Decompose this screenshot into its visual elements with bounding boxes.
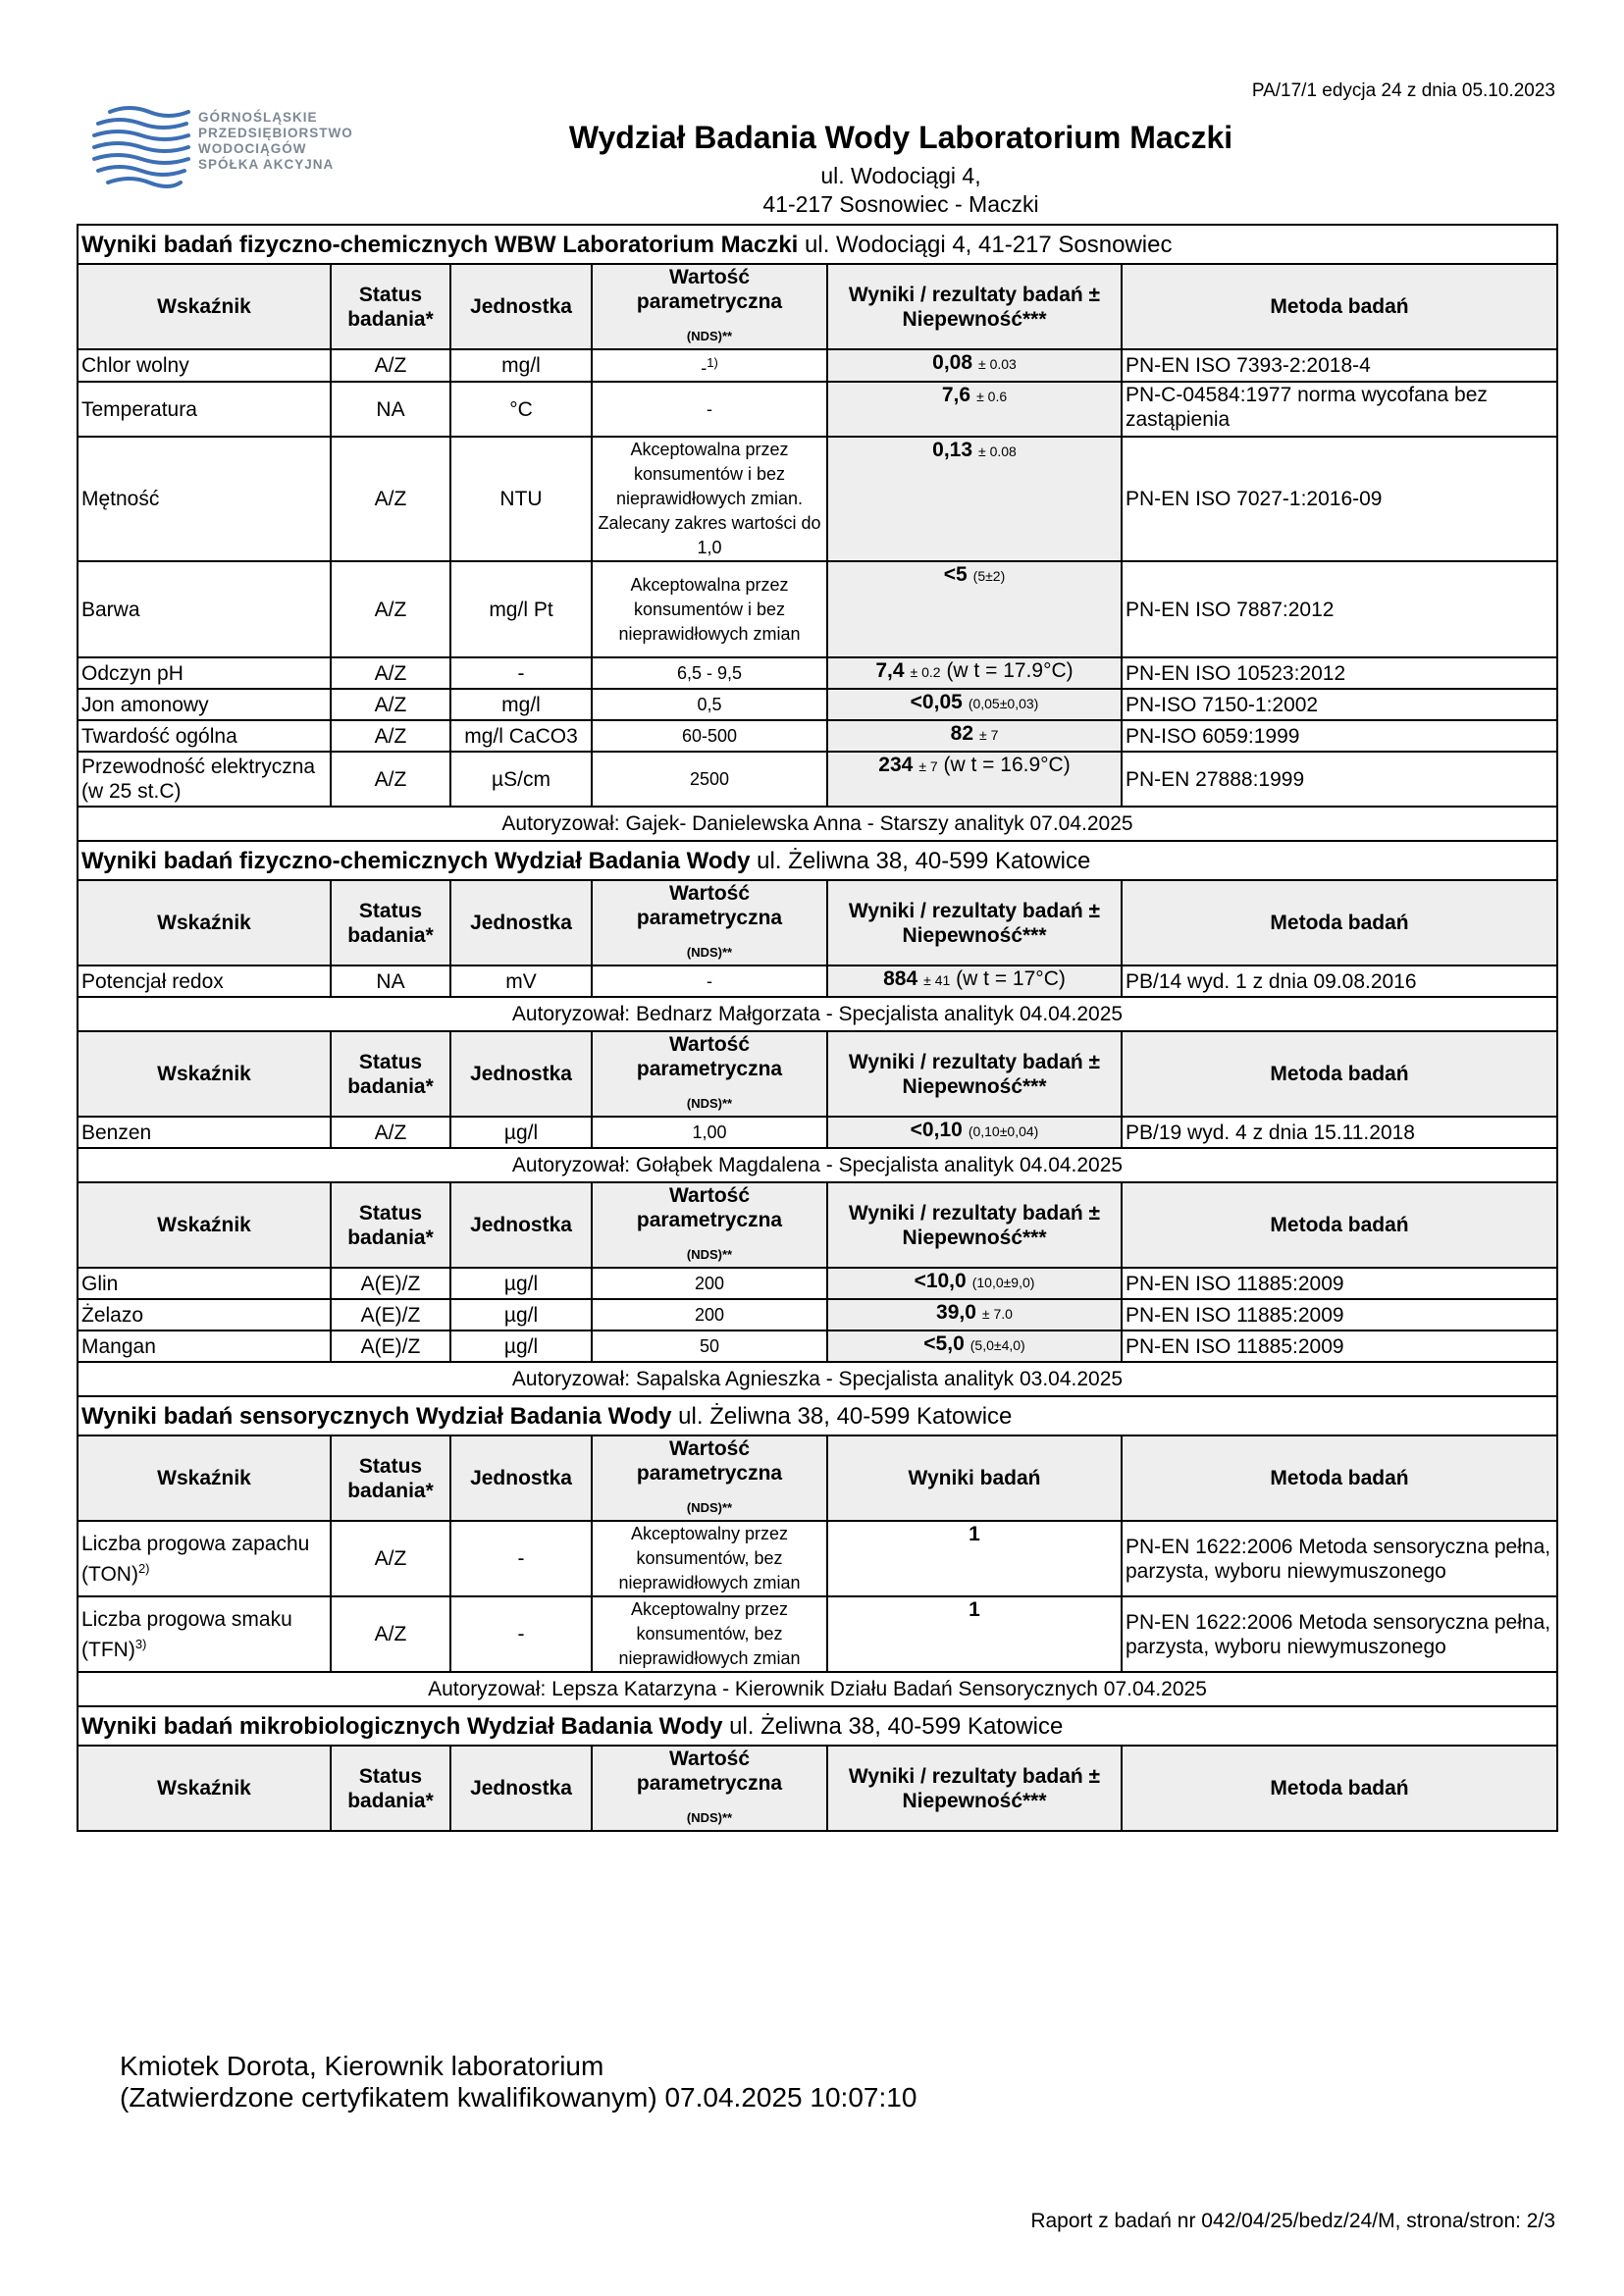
table-row [78, 1331, 1557, 1362]
cell-metoda: PN-ISO 7150-1:2002 [1122, 689, 1557, 720]
header-metoda: Metoda badań [1122, 1182, 1557, 1268]
cell-jednostka: mV [450, 965, 592, 997]
table-row [78, 1268, 1557, 1299]
table-header-row [78, 1746, 1557, 1831]
header-wskaznik: Wskaźnik [78, 1746, 331, 1831]
section-title: Wyniki badań fizyczno-chemicznych Wydział Badania Wody ul. Żeliwna 38, 40-599 Katowice [78, 841, 1557, 880]
lab-title: Wydział Badania Wody Laboratorium Maczki [568, 120, 1233, 155]
header-wartosc: Wartość parametryczna (NDS)** [592, 1435, 827, 1521]
header-jednostka: Jednostka [450, 880, 592, 965]
cell-jednostka: µS/cm [450, 752, 592, 807]
cell-wynik: <5 (5±2) [827, 561, 1122, 657]
cell-wynik: 7,4 ± 0.2 (w t = 17.9°C) [827, 657, 1122, 689]
cell-metoda: PB/14 wyd. 1 z dnia 09.08.2016 [1122, 965, 1557, 997]
cell-wskaznik: Potencjał redox [78, 965, 331, 997]
header-jednostka: Jednostka [450, 1182, 592, 1268]
table-header-row [78, 880, 1557, 965]
header-status: Status badania* [331, 1031, 450, 1117]
cell-status: A/Z [331, 1596, 450, 1672]
cell-wartosc: 0,5 [592, 689, 827, 720]
header-status: Status badania* [331, 1182, 450, 1268]
cell-jednostka: NTU [450, 437, 592, 561]
cell-wskaznik: Glin [78, 1268, 331, 1299]
authorization-row: Autoryzował: Sapalska Agnieszka - Specjalista analityk 03.04.2025 [78, 1362, 1557, 1396]
results-table [77, 224, 1558, 1832]
table-header-row [78, 1435, 1557, 1521]
header-wartosc: Wartość parametryczna (NDS)** [592, 880, 827, 965]
cell-wartosc: 200 [592, 1268, 827, 1299]
cell-metoda: PB/19 wyd. 4 z dnia 15.11.2018 [1122, 1117, 1557, 1148]
header-wyniki: Wyniki / rezultaty badań ± Niepewność*** [827, 264, 1122, 349]
cell-wskaznik: Twardość ogólna [78, 720, 331, 752]
header-status: Status badania* [331, 1435, 450, 1521]
cell-wskaznik: Chlor wolny [78, 349, 331, 382]
table-header-row [78, 264, 1557, 349]
section-title: Wyniki badań fizyczno-chemicznych WBW Laboratorium Maczki ul. Wodociągi 4, 41-217 Sosnowiec [78, 225, 1557, 264]
header-wyniki: Wyniki / rezultaty badań ± Niepewność*** [827, 1746, 1122, 1831]
authorization-row: Autoryzował: Gajek- Danielewska Anna - Starszy analityk 07.04.2025 [78, 807, 1557, 841]
cell-wynik: 7,6 ± 0.6 [827, 382, 1122, 437]
cell-wynik: 1 [827, 1521, 1122, 1596]
cell-wartosc: -$^{1)}$ [592, 349, 827, 382]
cell-status: A/Z [331, 720, 450, 752]
cell-jednostka: mg/l Pt [450, 561, 592, 657]
cell-wskaznik: Temperatura [78, 382, 331, 437]
cell-wskaznik: Liczba progowa zapachu (TON)$^{2)}$ [78, 1521, 331, 1596]
cell-metoda: PN-EN 1622:2006 Metoda sensoryczna pełna, parzysta, wyboru niewymuszonego [1122, 1521, 1557, 1596]
cell-status: A/Z [331, 1117, 450, 1148]
cell-wynik: 884 ± 41 (w t = 17°C) [827, 965, 1122, 997]
logo-text: GÓRNOŚLĄSKIE PRZEDSIĘBIORSTWO WODOCIĄGÓW SPÓŁKA AKCYJNA [198, 110, 353, 172]
header-wyniki: Wyniki / rezultaty badań ± Niepewność*** [827, 1182, 1122, 1268]
cell-jednostka: mg/l CaCO3 [450, 720, 592, 752]
table-row [78, 382, 1557, 437]
header-jednostka: Jednostka [450, 264, 592, 349]
table-header-row [78, 1182, 1557, 1268]
cell-metoda: PN-EN 1622:2006 Metoda sensoryczna pełna, parzysta, wyboru niewymuszonego [1122, 1596, 1557, 1672]
cell-status: A/Z [331, 752, 450, 807]
cell-status: A/Z [331, 1521, 450, 1596]
table-row [78, 752, 1557, 807]
cell-metoda: PN-EN ISO 11885:2009 [1122, 1268, 1557, 1299]
cell-wskaznik: Mętność [78, 437, 331, 561]
document-code: PA/17/1 edycja 24 z dnia 05.10.2023 [1251, 80, 1555, 101]
cell-status: A/Z [331, 349, 450, 382]
authorization-row: Autoryzował: Gołąbek Magdalena - Specjalista analityk 04.04.2025 [78, 1148, 1557, 1182]
cell-wynik: 1 [827, 1596, 1122, 1672]
header-wskaznik: Wskaźnik [78, 1031, 331, 1117]
table-header-row [78, 1031, 1557, 1117]
table-row [78, 349, 1557, 382]
cell-status: NA [331, 382, 450, 437]
signature-block: Kmiotek Dorota, Kierownik laboratorium (Zatwierdzone certyfikatem kwalifikowanym) 07.04.2025 10:07:10 [120, 2051, 917, 2113]
header-wartosc: Wartość parametryczna (NDS)** [592, 1182, 827, 1268]
header-wskaznik: Wskaźnik [78, 1435, 331, 1521]
cell-wynik: <10,0 (10,0±9,0) [827, 1268, 1122, 1299]
cell-wskaznik: Mangan [78, 1331, 331, 1362]
authorization-row: Autoryzował: Bednarz Małgorzata - Specjalista analityk 04.04.2025 [78, 997, 1557, 1031]
header-wyniki: Wyniki badań [827, 1435, 1122, 1521]
cell-wartosc: Akceptowalny przez konsumentów, bez nieprawidłowych zmian [592, 1596, 827, 1672]
cell-wskaznik: Odczyn pH [78, 657, 331, 689]
cell-status: A(E)/Z [331, 1299, 450, 1331]
section-title: Wyniki badań mikrobiologicznych Wydział Badania Wody ul. Żeliwna 38, 40-599 Katowice [78, 1706, 1557, 1746]
cell-status: A/Z [331, 657, 450, 689]
header-status: Status badania* [331, 880, 450, 965]
authorization-row: Autoryzował: Lepsza Katarzyna - Kierownik Działu Badań Sensorycznych 07.04.2025 [78, 1672, 1557, 1706]
header-jednostka: Jednostka [450, 1435, 592, 1521]
cell-wartosc: 200 [592, 1299, 827, 1331]
table-row [78, 1596, 1557, 1672]
cell-jednostka: µg/l [450, 1268, 592, 1299]
cell-jednostka: - [450, 1521, 592, 1596]
cell-wynik: 0,08 ± 0.03 [827, 349, 1122, 382]
cell-wartosc: - [592, 382, 827, 437]
cell-metoda: PN-EN ISO 10523:2012 [1122, 657, 1557, 689]
cell-wynik: 82 ± 7 [827, 720, 1122, 752]
cell-status: A(E)/Z [331, 1331, 450, 1362]
cell-wartosc: 50 [592, 1331, 827, 1362]
header-metoda: Metoda badań [1122, 1031, 1557, 1117]
cell-wynik: 0,13 ± 0.08 [827, 437, 1122, 561]
cell-jednostka: µg/l [450, 1299, 592, 1331]
header-status: Status badania* [331, 1746, 450, 1831]
table-row [78, 657, 1557, 689]
cell-wskaznik: Przewodność elektryczna (w 25 st.C) [78, 752, 331, 807]
header-status: Status badania* [331, 264, 450, 349]
page-number: Raport z badań nr 042/04/25/bedz/24/M, strona/stron: 2/3 [1030, 2210, 1555, 2232]
header-wartosc: Wartość parametryczna (NDS)** [592, 1031, 827, 1117]
table-row [78, 1117, 1557, 1148]
cell-metoda: PN-EN ISO 7393-2:2018-4 [1122, 349, 1557, 382]
cell-metoda: PN-EN ISO 11885:2009 [1122, 1299, 1557, 1331]
cell-wskaznik: Liczba progowa smaku (TFN)$^{3)}$ [78, 1596, 331, 1672]
header-wartosc: Wartość parametryczna (NDS)** [592, 264, 827, 349]
cell-jednostka: °C [450, 382, 592, 437]
table-row [78, 965, 1557, 997]
cell-wskaznik: Benzen [78, 1117, 331, 1148]
cell-jednostka: mg/l [450, 689, 592, 720]
cell-wynik: <0,10 (0,10±0,04) [827, 1117, 1122, 1148]
cell-wartosc: 2500 [592, 752, 827, 807]
cell-status: A/Z [331, 561, 450, 657]
table-row [78, 437, 1557, 561]
cell-metoda: PN-EN ISO 7027-1:2016-09 [1122, 437, 1557, 561]
cell-wartosc: Akceptowalny przez konsumentów, bez nieprawidłowych zmian [592, 1521, 827, 1596]
header-wskaznik: Wskaźnik [78, 880, 331, 965]
table-row [78, 561, 1557, 657]
cell-status: A/Z [331, 437, 450, 561]
cell-status: A(E)/Z [331, 1268, 450, 1299]
cell-wartosc: 60-500 [592, 720, 827, 752]
header-metoda: Metoda badań [1122, 264, 1557, 349]
header-metoda: Metoda badań [1122, 1435, 1557, 1521]
cell-wskaznik: Jon amonowy [78, 689, 331, 720]
header-wartosc: Wartość parametryczna (NDS)** [592, 1746, 827, 1831]
cell-metoda: PN-EN ISO 11885:2009 [1122, 1331, 1557, 1362]
header-jednostka: Jednostka [450, 1031, 592, 1117]
cell-jednostka: - [450, 657, 592, 689]
header-wyniki: Wyniki / rezultaty badań ± Niepewność*** [827, 1031, 1122, 1117]
section-title: Wyniki badań sensorycznych Wydział Badania Wody ul. Żeliwna 38, 40-599 Katowice [78, 1396, 1557, 1435]
header-wyniki: Wyniki / rezultaty badań ± Niepewność*** [827, 880, 1122, 965]
table-row [78, 1521, 1557, 1596]
cell-metoda: PN-ISO 6059:1999 [1122, 720, 1557, 752]
table-row [78, 720, 1557, 752]
cell-wynik: 234 ± 7 (w t = 16.9°C) [827, 752, 1122, 807]
cell-wynik: <0,05 (0,05±0,03) [827, 689, 1122, 720]
cell-jednostka: µg/l [450, 1331, 592, 1362]
table-row [78, 1299, 1557, 1331]
lab-address: ul. Wodociągi 4, 41-217 Sosnowiec - Maczki [762, 163, 1039, 217]
cell-jednostka: µg/l [450, 1117, 592, 1148]
cell-wskaznik: Barwa [78, 561, 331, 657]
cell-jednostka: - [450, 1596, 592, 1672]
cell-wartosc: - [592, 965, 827, 997]
cell-wynik: <5,0 (5,0±4,0) [827, 1331, 1122, 1362]
cell-metoda: PN-EN 27888:1999 [1122, 752, 1557, 807]
header-wskaznik: Wskaźnik [78, 264, 331, 349]
cell-jednostka: mg/l [450, 349, 592, 382]
cell-metoda: PN-C-04584:1977 norma wycofana bez zastąpienia [1122, 382, 1557, 437]
cell-wartosc: 6,5 - 9,5 [592, 657, 827, 689]
cell-wartosc: 1,00 [592, 1117, 827, 1148]
cell-metoda: PN-EN ISO 7887:2012 [1122, 561, 1557, 657]
header-wskaznik: Wskaźnik [78, 1182, 331, 1268]
cell-wskaznik: Żelazo [78, 1299, 331, 1331]
header-jednostka: Jednostka [450, 1746, 592, 1831]
cell-wartosc: Akceptowalna przez konsumentów i bez nieprawidłowych zmian. Zalecany zakres wartości do 1,0 [592, 437, 827, 561]
cell-status: NA [331, 965, 450, 997]
cell-status: A/Z [331, 689, 450, 720]
table-row [78, 689, 1557, 720]
header-metoda: Metoda badań [1122, 1746, 1557, 1831]
cell-wartosc: Akceptowalna przez konsumentów i bez nieprawidłowych zmian [592, 561, 827, 657]
cell-wynik: 39,0 ± 7.0 [827, 1299, 1122, 1331]
header-metoda: Metoda badań [1122, 880, 1557, 965]
